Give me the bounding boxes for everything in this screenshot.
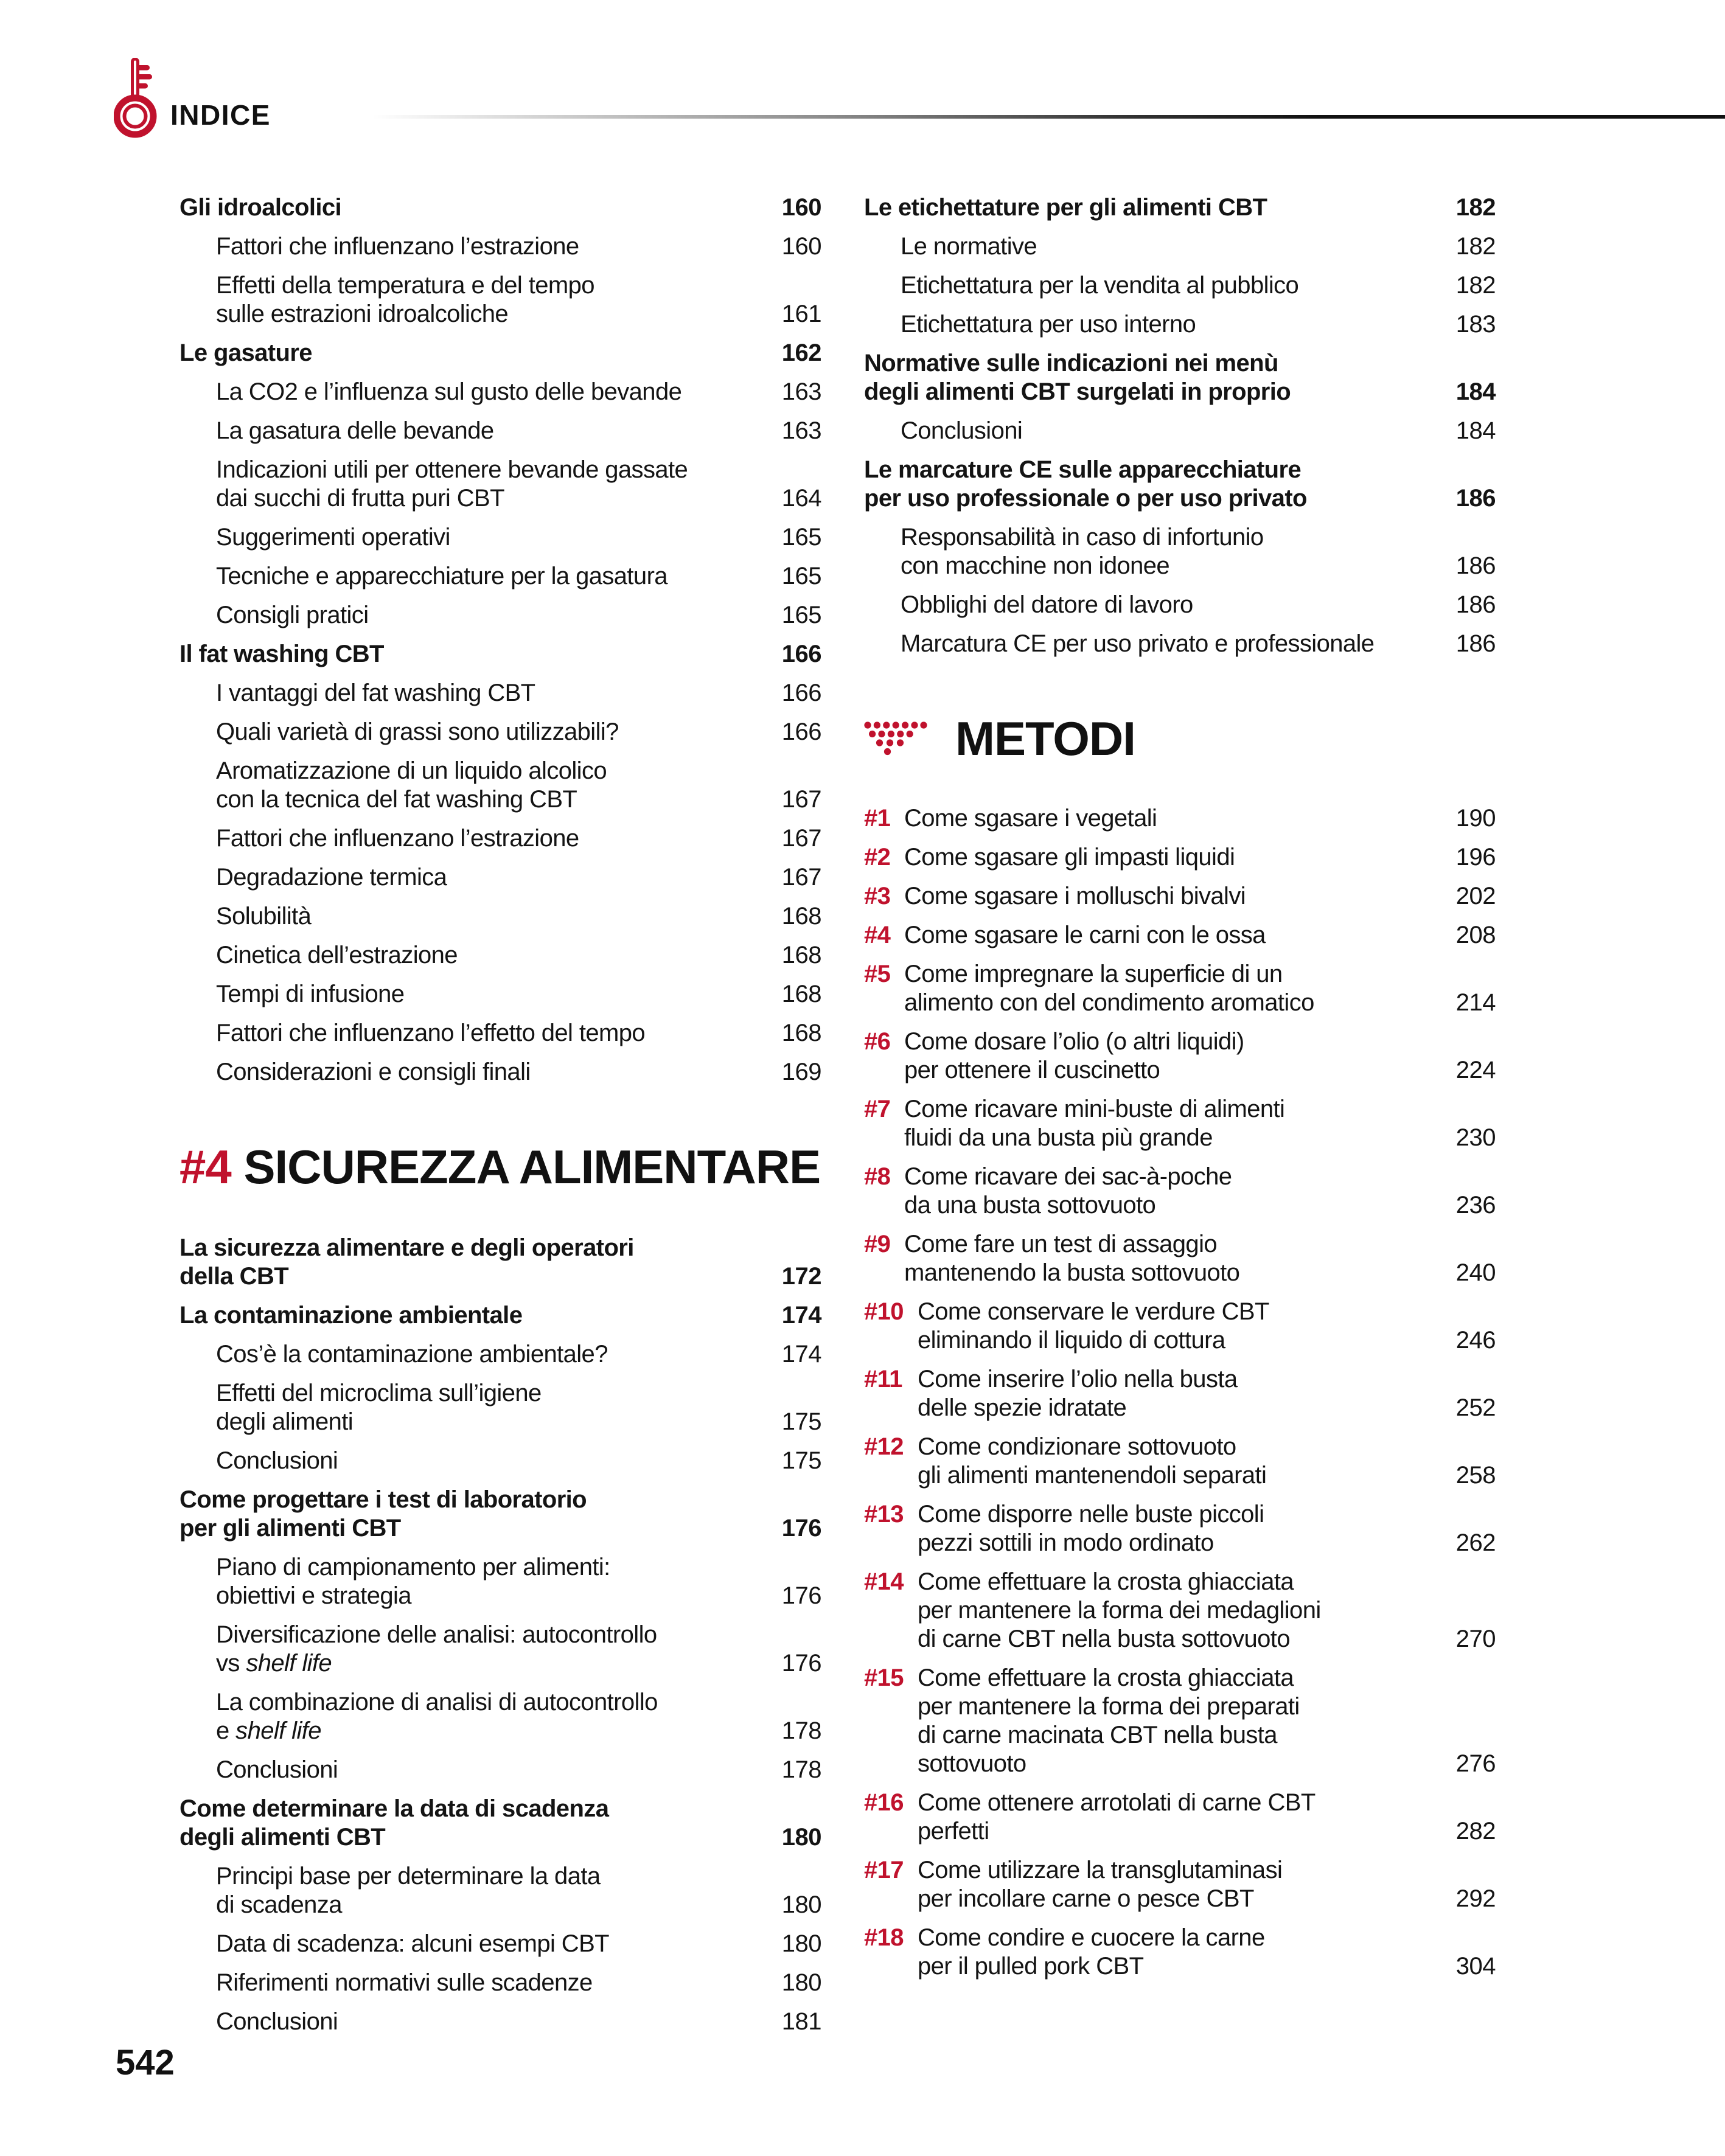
toc-entry-line: Tecniche e apparecchiature per la gasatura <box>216 563 667 589</box>
toc-entry-page-number: 196 <box>1455 844 1496 871</box>
toc-method-entry <box>864 804 1496 833</box>
toc-entry-line: Come sgasare i vegetali <box>904 805 1157 832</box>
method-number: #5 <box>864 961 891 987</box>
toc-entry-page-number: 160 <box>781 194 821 221</box>
toc-entry-line: Conclusioni <box>216 2008 338 2035</box>
toc-entry-page-number: 168 <box>781 903 821 930</box>
toc-entry-page-number: 165 <box>781 602 821 628</box>
method-number: #8 <box>864 1163 891 1190</box>
toc-entry-page-number: 166 <box>781 680 821 706</box>
toc-entry-line: degli alimenti CBT surgelati in proprio <box>864 378 1291 405</box>
toc-entry <box>179 601 821 630</box>
toc-entry-line: di scadenza <box>216 1891 342 1918</box>
toc-entry-page-number: 180 <box>781 1930 821 1957</box>
methods-section-header <box>864 712 1496 765</box>
toc-entry-line: Come fare un test di assaggio <box>904 1231 1218 1257</box>
toc-entry-page-number: 186 <box>1455 485 1496 512</box>
toc-entry <box>864 591 1496 619</box>
toc-entry-line: degli alimenti CBT <box>179 1824 386 1851</box>
toc-entry-line: Quali varietà di grassi sono utilizzabili? <box>216 718 619 745</box>
method-number: #7 <box>864 1096 891 1122</box>
toc-entry <box>179 1379 821 1436</box>
toc-entry <box>179 679 821 708</box>
method-number: #18 <box>864 1924 904 1951</box>
toc-method-entry <box>864 1028 1496 1085</box>
toc-entry-page-number: 186 <box>1455 552 1496 579</box>
toc-method-entry <box>864 921 1496 950</box>
toc-entry-line: Indicazioni utili per ottenere bevande gassate <box>216 456 688 483</box>
method-number: #3 <box>864 883 891 909</box>
toc-entry-page-number: 182 <box>1455 233 1496 260</box>
method-number: #9 <box>864 1231 891 1257</box>
toc-entry <box>179 980 821 1009</box>
toc-column-right <box>864 193 1496 1991</box>
toc-entry-page-number: 168 <box>781 981 821 1007</box>
toc-entry-line: Cinetica dell’estrazione <box>216 942 458 968</box>
toc-entry-line: Conclusioni <box>216 1447 338 1474</box>
toc-entry <box>864 193 1496 222</box>
toc-method-entry <box>864 1095 1496 1152</box>
toc-entry <box>864 271 1496 300</box>
method-number: #2 <box>864 844 891 871</box>
toc-entry-page-number: 282 <box>1455 1818 1496 1845</box>
toc-entry-line: pezzi sottili in modo ordinato <box>918 1529 1214 1556</box>
toc-entry-page-number: 175 <box>781 1447 821 1474</box>
toc-entry <box>179 1486 821 1543</box>
toc-entry-line: Consigli pratici <box>216 602 369 628</box>
toc-column-left <box>179 193 821 2046</box>
method-number: #11 <box>864 1366 902 1393</box>
toc-entry <box>179 562 821 591</box>
toc-entry-page-number: 161 <box>781 301 821 327</box>
toc-entry <box>864 630 1496 658</box>
toc-entry <box>179 863 821 892</box>
toc-entry-page-number: 258 <box>1455 1462 1496 1489</box>
toc-entry-page-number: 214 <box>1455 989 1496 1016</box>
toc-entry <box>179 1447 821 1475</box>
toc-entry-page-number: 180 <box>781 1969 821 1996</box>
toc-entry-line: Considerazioni e consigli finali <box>216 1059 531 1085</box>
toc-entry-line: Etichettatura per uso interno <box>901 311 1196 338</box>
method-number: #1 <box>864 805 891 832</box>
toc-method-entry <box>864 960 1496 1017</box>
toc-entry-page-number: 208 <box>1455 922 1496 948</box>
toc-entry-line: della CBT <box>179 1263 289 1290</box>
toc-entry-page-number: 184 <box>1455 378 1496 405</box>
toc-entry-page-number: 292 <box>1455 1885 1496 1912</box>
toc-entry <box>179 1688 821 1745</box>
toc-entry-page-number: 176 <box>781 1515 821 1542</box>
method-number: #13 <box>864 1501 904 1528</box>
toc-entry-page-number: 176 <box>781 1582 821 1609</box>
toc-entry <box>179 902 821 931</box>
toc-entry <box>179 339 821 367</box>
toc-entry-line: Normative sulle indicazioni nei menù <box>864 350 1278 377</box>
method-number: #16 <box>864 1789 904 1816</box>
toc-entry-line: Conclusioni <box>901 417 1023 444</box>
toc-method-entry <box>864 1856 1496 1913</box>
toc-entry-line: Fattori che influenzano l’estrazione <box>216 825 579 852</box>
toc-entry-page-number: 162 <box>781 339 821 366</box>
toc-entry-line: Solubilità <box>216 903 312 930</box>
toc-entry <box>179 271 821 329</box>
toc-entry-page-number: 184 <box>1455 417 1496 444</box>
toc-entry-page-number: 230 <box>1455 1124 1496 1151</box>
toc-entry <box>864 417 1496 445</box>
toc-entry-line: con macchine non idonee <box>901 552 1170 579</box>
header-rule-line <box>372 115 1725 119</box>
toc-entry-page-number: 166 <box>781 641 821 667</box>
toc-method-entry <box>864 1365 1496 1422</box>
toc-entry-line: Riferimenti normativi sulle scadenze <box>216 1969 593 1996</box>
toc-entry <box>864 310 1496 339</box>
method-number: #10 <box>864 1298 904 1325</box>
toc-entry-page-number: 186 <box>1455 591 1496 618</box>
toc-entry-line: La combinazione di analisi di autocontrollo <box>216 1689 658 1716</box>
chapter-title: SICUREZZA ALIMENTARE <box>243 1140 821 1194</box>
toc-entry-line: Come sgasare i molluschi bivalvi <box>904 883 1246 909</box>
method-number: #15 <box>864 1664 904 1691</box>
toc-entry-page-number: 164 <box>781 485 821 512</box>
method-number: #4 <box>864 922 891 948</box>
toc-entry-line: Come ricavare mini-buste di alimenti <box>904 1096 1285 1122</box>
toc-entry-line: per ottenere il cuscinetto <box>904 1057 1160 1083</box>
toc-entry-page-number: 236 <box>1455 1192 1496 1219</box>
toc-entry-page-number: 181 <box>781 2008 821 2035</box>
toc-entry-line: La gasatura delle bevande <box>216 417 494 444</box>
toc-entry-page-number: 174 <box>781 1341 821 1368</box>
toc-entry-line: I vantaggi del fat washing CBT <box>216 680 535 706</box>
method-number: #14 <box>864 1568 904 1595</box>
toc-entry-line: Gli idroalcolici <box>179 194 342 221</box>
toc-entry-line: Diversificazione delle analisi: autocontrollo <box>216 1621 657 1648</box>
toc-method-entry <box>864 1568 1496 1654</box>
toc-entry <box>179 640 821 669</box>
toc-entry-page-number: 304 <box>1455 1953 1496 1980</box>
toc-entry-line: Le gasature <box>179 339 312 366</box>
toc-entry <box>179 1340 821 1369</box>
toc-method-entry <box>864 1230 1496 1287</box>
toc-entry-line: Fattori che influenzano l’estrazione <box>216 233 579 260</box>
toc-entry <box>179 378 821 406</box>
toc-entry-line: La sicurezza alimentare e degli operatori <box>179 1234 634 1261</box>
toc-entry-line: sottovuoto <box>918 1750 1026 1777</box>
toc-entry-page-number: 182 <box>1455 272 1496 299</box>
toc-entry-line: Come ricavare dei sac-à-poche <box>904 1163 1232 1190</box>
toc-entry-page-number: 163 <box>781 417 821 444</box>
toc-entry-page-number: 190 <box>1455 805 1496 832</box>
toc-entry-page-number: 168 <box>781 942 821 968</box>
toc-entry-line: delle spezie idratate <box>918 1394 1127 1421</box>
methods-section-title: METODI <box>955 712 1135 765</box>
toc-entry <box>179 1756 821 1784</box>
toc-entry-line: per il pulled pork CBT <box>918 1953 1144 1980</box>
toc-entry-line: Le marcature CE sulle apparecchiature <box>864 456 1302 483</box>
toc-entry-line: di carne CBT nella busta sottovuoto <box>918 1626 1290 1652</box>
toc-entry-line: Come condire e cuocere la carne <box>918 1924 1265 1951</box>
toc-entry-line: Come effettuare la crosta ghiacciata <box>918 1568 1294 1595</box>
toc-entry-line: Come dosare l’olio (o altri liquidi) <box>904 1028 1244 1055</box>
toc-entry <box>179 1930 821 1958</box>
toc-method-entry <box>864 1500 1496 1557</box>
toc-entry <box>179 232 821 261</box>
toc-entry-line: Le etichettature per gli alimenti CBT <box>864 194 1267 221</box>
toc-entry-line: Come progettare i test di laboratorio <box>179 1486 587 1513</box>
toc-entry-line: Conclusioni <box>216 1756 338 1783</box>
toc-entry-line: per gli alimenti CBT <box>179 1515 401 1542</box>
toc-entry-line: per incollare carne o pesce CBT <box>918 1885 1254 1912</box>
toc-entry-line: per mantenere la forma dei preparati <box>918 1693 1300 1720</box>
toc-entry <box>864 349 1496 406</box>
toc-entry-page-number: 169 <box>781 1059 821 1085</box>
toc-entry-line: e shelf life <box>216 1717 321 1744</box>
toc-entry-page-number: 270 <box>1455 1626 1496 1652</box>
toc-method-entry <box>864 1664 1496 1778</box>
toc-entry <box>864 232 1496 261</box>
toc-entry-line: perfetti <box>918 1818 989 1845</box>
toc-entry-line: Degradazione termica <box>216 864 447 891</box>
toc-entry-line: Fattori che influenzano l’effetto del tempo <box>216 1020 646 1046</box>
toc-entry-line: Data di scadenza: alcuni esempi CBT <box>216 1930 609 1957</box>
toc-entry-line: gli alimenti mantenendoli separati <box>918 1462 1267 1489</box>
toc-entry-page-number: 166 <box>781 718 821 745</box>
toc-entry <box>179 1058 821 1087</box>
toc-method-entry <box>864 882 1496 911</box>
toc-entry-line: Come impregnare la superficie di un <box>904 961 1283 987</box>
toc-entry-page-number: 165 <box>781 524 821 551</box>
method-number: #6 <box>864 1028 891 1055</box>
toc-entry-line: Tempi di infusione <box>216 981 405 1007</box>
method-number: #12 <box>864 1433 904 1460</box>
toc-entry <box>179 417 821 445</box>
toc-entry <box>179 1301 821 1330</box>
toc-entry <box>179 757 821 814</box>
toc-entry-page-number: 174 <box>781 1302 821 1329</box>
toc-entry <box>179 1969 821 1997</box>
toc-entry <box>179 1019 821 1048</box>
toc-entry-line: Come disporre nelle buste piccoli <box>918 1501 1264 1528</box>
toc-entry-page-number: 276 <box>1455 1750 1496 1777</box>
toc-entry-line: Cos’è la contaminazione ambientale? <box>216 1341 608 1368</box>
dots-triangle-icon <box>864 722 927 756</box>
toc-entry-page-number: 167 <box>781 786 821 813</box>
toc-entry <box>864 523 1496 580</box>
toc-entry-line: di carne macinata CBT nella busta <box>918 1722 1277 1748</box>
toc-entry-line: Come conservare le verdure CBT <box>918 1298 1269 1325</box>
toc-entry <box>179 1795 821 1852</box>
toc-entry-page-number: 252 <box>1455 1394 1496 1421</box>
toc-entry-line: Come utilizzare la transglutaminasi <box>918 1857 1283 1883</box>
toc-entry-page-number: 202 <box>1455 883 1496 909</box>
toc-entry-line: Il fat washing CBT <box>179 641 384 667</box>
toc-method-entry <box>864 1789 1496 1846</box>
toc-entry-line: Come sgasare gli impasti liquidi <box>904 844 1235 871</box>
toc-entry-page-number: 167 <box>781 825 821 852</box>
toc-entry <box>179 2008 821 2036</box>
toc-entry-line: La contaminazione ambientale <box>179 1302 523 1329</box>
toc-entry-page-number: 160 <box>781 233 821 260</box>
toc-entry-line: Le normative <box>901 233 1037 260</box>
toc-entry-line: da una busta sottovuoto <box>904 1192 1156 1219</box>
page-title: INDICE <box>170 99 271 131</box>
toc-entry-line: Piano di campionamento per alimenti: <box>216 1554 610 1580</box>
toc-entry-line: fluidi da una busta più grande <box>904 1124 1213 1151</box>
chapter-number: #4 <box>179 1140 231 1194</box>
toc-entry <box>179 941 821 970</box>
toc-entry-line: Principi base per determinare la data <box>216 1863 601 1890</box>
key-icon <box>114 58 158 141</box>
toc-entry-line: eliminando il liquido di cottura <box>918 1327 1225 1354</box>
toc-entry-line: obiettivi e strategia <box>216 1582 411 1609</box>
toc-entry-page-number: 168 <box>781 1020 821 1046</box>
toc-method-entry <box>864 1924 1496 1981</box>
toc-entry-line: con la tecnica del fat washing CBT <box>216 786 577 813</box>
toc-entry-line: Aromatizzazione di un liquido alcolico <box>216 757 607 784</box>
toc-entry-line: dai succhi di frutta puri CBT <box>216 485 504 512</box>
toc-entry-line: Come condizionare sottovuoto <box>918 1433 1236 1460</box>
toc-entry-line: Marcatura CE per uso privato e professionale <box>901 630 1375 657</box>
toc-entry <box>179 1621 821 1678</box>
toc-entry-page-number: 178 <box>781 1756 821 1783</box>
toc-entry-page-number: 176 <box>781 1650 821 1677</box>
toc-entry-page-number: 167 <box>781 864 821 891</box>
toc-entry <box>179 1862 821 1919</box>
toc-entry-page-number: 183 <box>1455 311 1496 338</box>
chapter-section-header <box>179 1140 821 1194</box>
toc-entry-line: alimento con del condimento aromatico <box>904 989 1314 1016</box>
folio-page-number: 542 <box>116 2043 175 2082</box>
toc-entry-line: Responsabilità in caso di infortunio <box>901 524 1264 551</box>
toc-entry-line: Come ottenere arrotolati di carne CBT <box>918 1789 1316 1816</box>
toc-entry-page-number: 182 <box>1455 194 1496 221</box>
toc-entry-line: Come inserire l’olio nella busta <box>918 1366 1238 1393</box>
toc-entry-page-number: 240 <box>1455 1259 1496 1286</box>
toc-entry-line: Come effettuare la crosta ghiacciata <box>918 1664 1294 1691</box>
toc-method-entry <box>864 843 1496 872</box>
toc-entry-line: Come sgasare le carni con le ossa <box>904 922 1266 948</box>
toc-entry <box>864 456 1496 513</box>
toc-entry-line: degli alimenti <box>216 1408 354 1435</box>
toc-entry-line: Come determinare la data di scadenza <box>179 1795 609 1822</box>
toc-entry <box>179 1553 821 1610</box>
toc-method-entry <box>864 1298 1496 1355</box>
toc-entry-page-number: 180 <box>781 1891 821 1918</box>
toc-entry-page-number: 163 <box>781 378 821 405</box>
toc-entry <box>179 718 821 746</box>
toc-entry-line: per uso professionale o per uso privato <box>864 485 1307 512</box>
toc-entry-line: Effetti della temperatura e del tempo <box>216 272 594 299</box>
toc-entry-line: sulle estrazioni idroalcoliche <box>216 301 509 327</box>
toc-entry-line: Suggerimenti operativi <box>216 524 450 551</box>
toc-entry-page-number: 175 <box>781 1408 821 1435</box>
toc-entry <box>179 193 821 222</box>
toc-entry-page-number: 224 <box>1455 1057 1496 1083</box>
toc-entry-line: mantenendo la busta sottovuoto <box>904 1259 1240 1286</box>
toc-entry-line: vs shelf life <box>216 1650 332 1677</box>
toc-entry-line: Effetti del microclima sull’igiene <box>216 1380 542 1407</box>
toc-entry-line: La CO2 e l’influenza sul gusto delle bevande <box>216 378 682 405</box>
toc-entry <box>179 1234 821 1291</box>
toc-entry-line: per mantenere la forma dei medaglioni <box>918 1597 1321 1624</box>
toc-entry-line: Etichettatura per la vendita al pubblico <box>901 272 1299 299</box>
toc-entry-page-number: 178 <box>781 1717 821 1744</box>
toc-entry-page-number: 262 <box>1455 1529 1496 1556</box>
toc-entry <box>179 523 821 552</box>
toc-entry-page-number: 186 <box>1455 630 1496 657</box>
toc-entry-line: Obblighi del datore di lavoro <box>901 591 1193 618</box>
toc-entry-page-number: 172 <box>781 1263 821 1290</box>
toc-entry <box>179 456 821 513</box>
toc-entry-page-number: 165 <box>781 563 821 589</box>
toc-entry-page-number: 246 <box>1455 1327 1496 1354</box>
toc-entry-page-number: 180 <box>781 1824 821 1851</box>
method-number: #17 <box>864 1857 904 1883</box>
toc-method-entry <box>864 1433 1496 1490</box>
toc-entry <box>179 824 821 853</box>
toc-method-entry <box>864 1163 1496 1220</box>
